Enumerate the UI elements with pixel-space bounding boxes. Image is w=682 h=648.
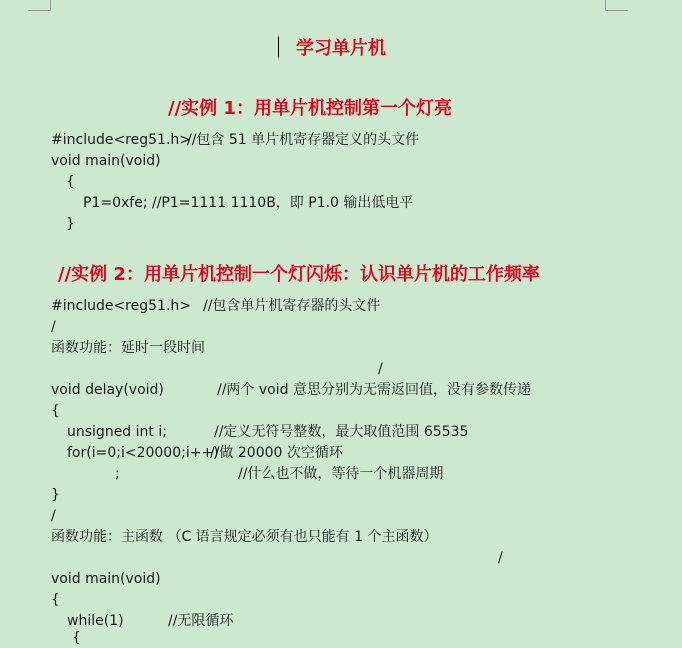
code-line[interactable]: #include<reg51.h>	[51, 132, 191, 148]
page-corner-mark-left	[28, 0, 51, 11]
example1-heading[interactable]: //实例 1：用单片机控制第一个灯亮	[168, 98, 452, 119]
code-comment[interactable]: //包含 51 单片机寄存器定义的头文件	[187, 132, 420, 148]
code-line[interactable]: void main(void)	[51, 571, 161, 587]
code-line[interactable]: P1=0xfe; //P1=1111 1110B，即 P1.0 输出低电平	[83, 195, 414, 211]
code-line[interactable]: }	[51, 487, 60, 503]
code-comment[interactable]: //无限循环	[168, 613, 234, 629]
code-line[interactable]: void main(void)	[51, 153, 161, 169]
code-comment[interactable]: //做 20000 次空循环	[210, 445, 343, 461]
code-comment[interactable]: //两个 void 意思分别为无需返回值，没有参数传递	[217, 382, 531, 398]
code-line[interactable]: void delay(void)	[51, 382, 164, 398]
code-comment[interactable]: //定义无符号整数，最大取值范围 65535	[214, 424, 469, 440]
document-title[interactable]: 学习单片机	[296, 38, 386, 59]
code-line[interactable]: /	[378, 361, 383, 377]
code-line[interactable]: {	[72, 630, 81, 646]
code-line[interactable]: }	[66, 216, 75, 232]
code-line[interactable]: {	[66, 174, 75, 190]
code-line[interactable]: #include<reg51.h>	[51, 298, 191, 314]
page-corner-mark-right	[605, 0, 628, 11]
code-line[interactable]: {	[51, 403, 60, 419]
code-line[interactable]: /	[51, 319, 56, 335]
code-line[interactable]: while(1)	[67, 613, 124, 629]
code-comment[interactable]: //什么也不做，等待一个机器周期	[238, 466, 444, 482]
code-line[interactable]: 函数功能：延时一段时间	[51, 340, 205, 356]
code-line[interactable]: 函数功能：主函数 （C 语言规定必须有也只能有 1 个主函数）	[51, 529, 438, 545]
code-line[interactable]: for(i=0;i<20000;i++)	[67, 445, 219, 461]
code-line[interactable]: /	[51, 508, 56, 524]
code-line[interactable]: {	[51, 592, 60, 608]
code-line[interactable]: /	[498, 550, 503, 566]
code-line[interactable]: unsigned int i;	[67, 424, 167, 440]
code-line[interactable]: ;	[115, 466, 120, 482]
code-comment[interactable]: //包含单片机寄存器的头文件	[203, 298, 381, 314]
example2-heading[interactable]: //实例 2：用单片机控制一个灯闪烁：认识单片机的工作频率	[58, 264, 540, 285]
